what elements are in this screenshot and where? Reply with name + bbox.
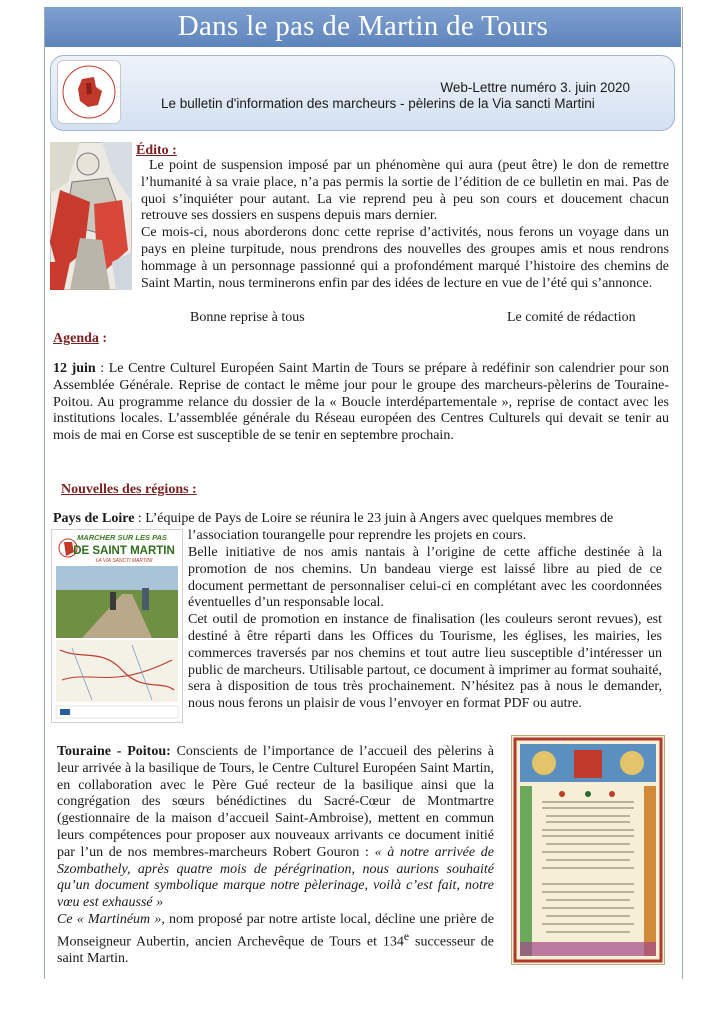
agenda-heading-label: Agenda bbox=[53, 331, 99, 346]
pays-de-loire-paragraph: Cet outil de promotion en instance de finalisation (les couleurs seront revues), est destiné à être réparti dans les Offices du Tourisme, les églises, les mairies, les commerces traversés par nos chemins et tout autre lieu susceptible d’intéresser un public de marcheurs. Utilisable partout, ce document à imprimer au format souhaité, sera à disposition de tous très prochainement. N’hésitez pas à nous le demander, nous nous ferons un plaisir de vous l’envoyer en format PDF ou autre. bbox=[188, 612, 662, 712]
agenda-date: 12 juin bbox=[53, 361, 96, 376]
edito-heading: Édito : bbox=[136, 143, 177, 158]
agenda-heading bbox=[53, 331, 107, 347]
touraine-poitou-paragraph bbox=[57, 912, 494, 968]
ordinal-superscript: e bbox=[403, 929, 410, 943]
stained-glass-image bbox=[50, 142, 132, 290]
agenda-heading-colon: : bbox=[98, 331, 108, 346]
pays-de-loire-paragraph: Belle initiative de nos amis nantais à l’origine de cette affiche destinée à la promotion de nos chemins. Un bandeau vierge est laissé libre au pied de ce document permettant de personnaliser celui-ci en complétant avec les coordonnées éventuelles d’un responsable local. bbox=[188, 545, 662, 611]
page-title: Dans le pas de Martin de Tours bbox=[177, 10, 549, 42]
pays-de-loire-intro bbox=[53, 511, 669, 528]
edito-paragraph: Ce mois-ci, nous aborderons donc cette reprise d’activités, nous ferons un voyage dans un pays en pleine turpitude, nous prendrons des nouvelles des groupes amis et nous rendrons hommage à un personnage passionné qui a profondément marqué l’histoire des chemins de Saint Martin, nous terminerons enfin par des idées de lecture en vue de l’été qui s’annonce. bbox=[141, 225, 669, 291]
edito-text bbox=[141, 158, 669, 292]
touraine-poitou-text-a: Conscients de l’importance de l’accueil des pèlerins à leur arrivée à la basilique de Tours, le Centre Culturel Européen Saint Martin, en collaboration avec le Père Gué recteur de la basilique ainsi que la congrégation des sœurs bénédictines du Sacré-Cœur de Montmartre (gestionnaire de la maison d’accueil Saint-Ambroise), mettent en commun leurs compétences pour proposer aux nouveaux arrivants ce document initié par l’un de nos membres-marcheurs Robert Gouron : bbox=[57, 744, 495, 860]
martineum-document-image bbox=[511, 735, 665, 965]
martineum-label: Ce « Martinéum » bbox=[57, 912, 162, 927]
poster-line1: MARCHER SUR LES PAS bbox=[77, 533, 167, 542]
touraine-poitou-label: Touraine - Poitou: bbox=[57, 744, 171, 759]
newsletter-subtitle: Le bulletin d'information des marcheurs - pèlerins de la Via sancti Martini bbox=[161, 96, 595, 111]
pays-de-loire-label: Pays de Loire bbox=[53, 511, 135, 526]
pays-de-loire-text bbox=[188, 545, 662, 713]
touraine-poitou-quote: « à notre arrivée de Szombathely, après quatre mois de pérégrination, nous aurions souhaité qu’un document symbolique marque notre pèlerinage, voilà c’est fait, notre vœu est exhaussé » bbox=[57, 844, 494, 911]
touraine-poitou-text-c: successeur de saint Martin. bbox=[57, 934, 494, 967]
poster-line2: DE SAINT MARTIN bbox=[73, 545, 175, 557]
poster-line3: LA VIA SANCTI MARTINI bbox=[95, 558, 153, 564]
martin-logo bbox=[57, 60, 121, 124]
agenda-paragraph bbox=[53, 361, 669, 445]
edito-greeting: Bonne reprise à tous bbox=[190, 310, 305, 325]
agenda-text: : Le Centre Culturel Européen Saint Martin de Tours se prépare à redéfinir son calendrier pour son Assemblée Générale. Reprise de contact le même jour pour le groupe des marcheurs-pèlerins de Touraine-Poitou. Au programme relance du dossier de la « Boucle interdépartementale », reprise de contact avec les institutions locales. L’assemblée générale du Réseau européen des Centres Culturels qui devait se tenir au mois de mai en Corse est susceptible de se tenir en septembre prochain. bbox=[53, 361, 670, 444]
pays-de-loire-intro-line2: l’association tourangelle pour reprendre les projets en cours. bbox=[188, 528, 527, 543]
touraine-poitou-text-b: , nom proposé par notre artiste local, décline une prière de Monseigneur Aubertin, ancien Archevêque de Tours et 134 bbox=[57, 912, 495, 950]
title-bar bbox=[45, 7, 681, 47]
pays-de-loire-intro-text: : L’équipe de Pays de Loire se réunira le 23 juin à Angers avec quelques membres de bbox=[134, 511, 614, 526]
promo-poster-image bbox=[51, 529, 183, 723]
touraine-poitou-text bbox=[57, 744, 494, 912]
touraine-poitou-paragraph bbox=[57, 744, 494, 912]
regions-heading: Nouvelles des régions : bbox=[61, 482, 197, 497]
edito-signature: Le comité de rédaction bbox=[507, 310, 636, 325]
issue-number: Web-Lettre numéro 3. juin 2020 bbox=[440, 80, 630, 95]
edito-paragraph: Le point de suspension imposé par un phénomène qui aura (peut être) le don de remettre l’humanité à sa vraie place, n’a pas permis la sortie de l’édition de ce bulletin en mai. Pas de quoi s’inquiéter pour autant. La vie reprend peu à peu son cours et doucement chacun retrouve ses dossiers en suspens depuis mars dernier. bbox=[141, 158, 669, 224]
